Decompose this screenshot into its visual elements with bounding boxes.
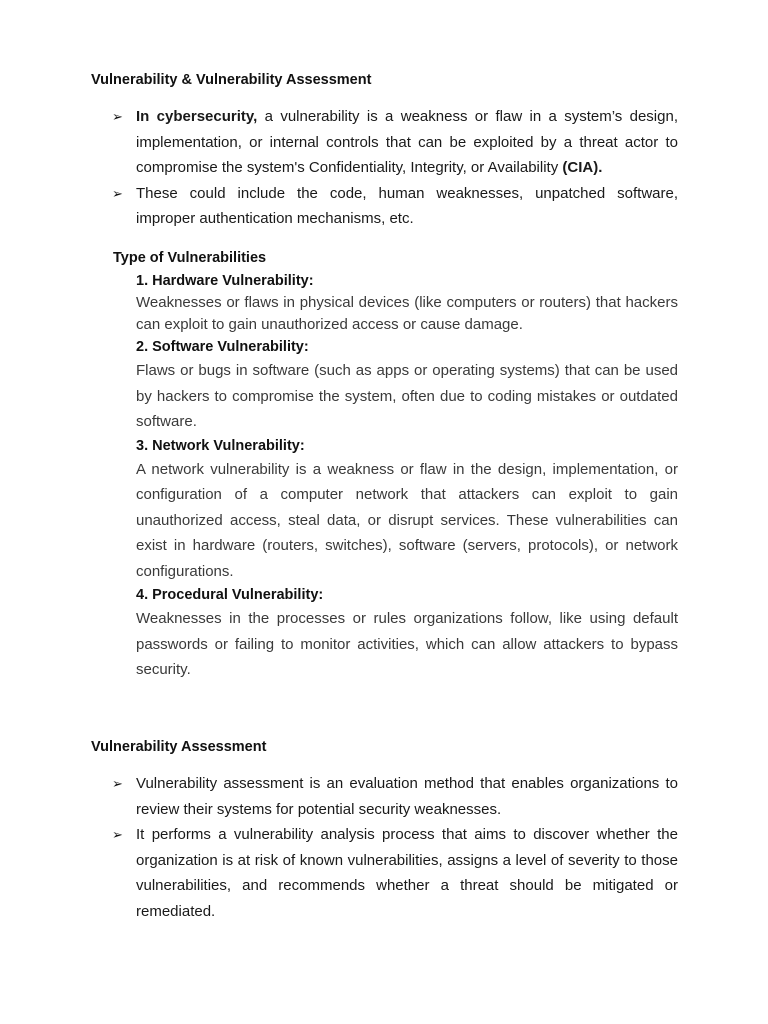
bullet-text: a vulnerability is a weakness or flaw in a system’s design, implementation, or internal controls that can be exploited by a threat actor to compromise the system's Confidentiality, Integrity, or Availability [136, 108, 678, 176]
type-description: A network vulnerability is a weakness or flaw in the design, implementation, or configuration of a computer network that attackers can exploit to gain unauthorized access, steal data, or disrupt services. These vulnerabilities can exist in hardware (routers, switches), software (servers, protocols), or network configurations. [136, 460, 678, 580]
bullet-text: Vulnerability assessment is an evaluation method that enables organizations to review their systems for potential security weaknesses. [136, 775, 678, 818]
bullet-text: It performs a vulnerability analysis process that aims to discover whether the organization is at risk of known vulnerabilities, assigns a level of severity to those vulnerabilities, and recommends whether a threat should be mitigated or remediated. [136, 826, 678, 920]
vulnerability-type-item [136, 584, 678, 683]
type-description: Weaknesses or flaws in physical devices (like computers or routers) that hackers can exploit to gain unauthorized access or cause damage. [136, 294, 678, 333]
list-item [112, 771, 678, 822]
assessment-heading: Vulnerability Assessment [91, 739, 267, 755]
arrow-bullet-icon: ➢ [112, 776, 123, 791]
vulnerability-types-section [113, 250, 678, 683]
arrow-bullet-icon: ➢ [112, 827, 123, 842]
document-title: Vulnerability & Vulnerability Assessment [91, 72, 372, 88]
vulnerability-type-item [136, 435, 678, 585]
bullet-tail-text: (CIA). [562, 159, 603, 176]
types-heading: Type of Vulnerabilities [113, 250, 267, 266]
list-item [112, 822, 678, 924]
list-item [112, 104, 678, 181]
arrow-bullet-icon: ➢ [112, 109, 123, 124]
bullet-lead-text: In cybersecurity, [136, 108, 258, 125]
type-title: 4. Procedural Vulnerability: [136, 587, 324, 603]
assessment-bullet-list [112, 771, 678, 924]
type-description: Flaws or bugs in software (such as apps or operating systems) that can be used by hackers to compromise the system, often due to coding mistakes or outdated software. [136, 362, 678, 430]
type-title: 1. Hardware Vulnerability: [136, 273, 314, 289]
intro-bullet-list [112, 104, 678, 232]
vulnerability-type-item [136, 270, 678, 336]
type-title: 2. Software Vulnerability: [136, 339, 309, 355]
bullet-text: These could include the code, human weaknesses, unpatched software, improper authentication mechanisms, etc. [136, 184, 678, 227]
list-item [112, 181, 678, 232]
type-description: Weaknesses in the processes or rules organizations follow, like using default passwords or failing to monitor activities, which can allow attackers to bypass security. [136, 610, 678, 678]
vulnerability-type-item [136, 336, 678, 435]
type-title: 3. Network Vulnerability: [136, 437, 305, 454]
arrow-bullet-icon: ➢ [112, 185, 123, 201]
